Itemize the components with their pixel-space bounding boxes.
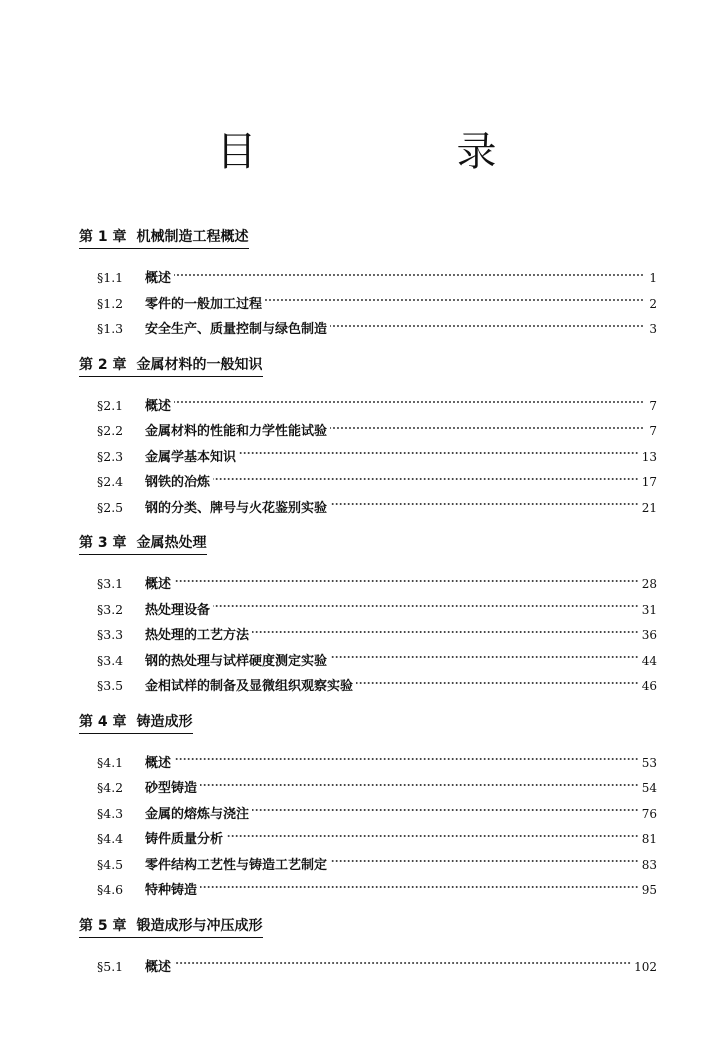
dot-leader <box>330 860 639 862</box>
section-number: §3.3 <box>97 627 124 642</box>
section-number: §5.1 <box>97 958 124 974</box>
section-number: §2.2 <box>97 423 124 438</box>
page-number: 76 <box>641 806 657 821</box>
chapter-heading[interactable] <box>79 227 249 249</box>
toc-entry[interactable] <box>79 316 657 342</box>
toc-entry[interactable] <box>79 648 657 674</box>
section-number: §3.2 <box>97 601 124 617</box>
page-number: 31 <box>641 602 657 617</box>
page-number: 83 <box>641 857 657 872</box>
section-title: 钢的分类、牌号与火花鉴别实验 <box>145 500 328 516</box>
section-title: 铸件质量分析 <box>145 832 224 847</box>
toc-entry[interactable] <box>79 826 657 852</box>
toc-entry[interactable] <box>79 469 657 495</box>
chapter-3 <box>79 532 657 699</box>
page-number: 95 <box>641 883 657 897</box>
section-number: §1.3 <box>97 321 124 336</box>
page-number: 1 <box>649 271 657 285</box>
section-list <box>79 265 657 342</box>
section-number: §4.3 <box>97 805 124 821</box>
page-number: 17 <box>641 475 657 489</box>
chapter-number: 第 1 章 <box>79 229 127 245</box>
section-title: 安全生产、质量控制与绿色制造 <box>145 322 328 337</box>
chapter-4 <box>79 711 657 903</box>
section-title: 概述 <box>145 959 172 975</box>
toc-entry[interactable] <box>79 444 657 470</box>
section-title: 零件的一般加工过程 <box>145 296 263 312</box>
dot-leader <box>174 401 644 403</box>
dot-leader <box>330 503 639 505</box>
section-title: 金相试样的制备及显微组织观察实验 <box>145 679 354 694</box>
toc-entry[interactable] <box>79 265 657 291</box>
dot-leader <box>174 962 631 964</box>
dot-leader <box>252 631 639 633</box>
table-of-contents <box>79 226 657 991</box>
page-number: 44 <box>641 653 657 668</box>
toc-entry[interactable] <box>79 393 657 419</box>
toc-entry[interactable] <box>79 877 657 903</box>
page-number: 21 <box>641 500 657 515</box>
section-number: §2.3 <box>97 448 124 464</box>
section-title: 金属材料的性能和力学性能试验 <box>145 424 328 439</box>
section-title: 概述 <box>145 755 172 771</box>
toc-entry[interactable] <box>79 750 657 776</box>
page-number: 54 <box>641 781 657 795</box>
page-number: 53 <box>641 755 657 770</box>
chapter-number: 第 3 章 <box>79 535 127 551</box>
page-number: 102 <box>634 959 657 974</box>
chapter-title: 铸造成形 <box>136 713 193 730</box>
section-number: §2.1 <box>97 397 124 413</box>
chapter-heading[interactable] <box>79 355 263 377</box>
chapter-heading[interactable] <box>79 712 193 734</box>
section-title: 金属的熔炼与浇注 <box>145 806 250 822</box>
chapter-number: 第 4 章 <box>79 713 127 730</box>
toc-entry[interactable] <box>79 418 657 444</box>
chapter-title: 锻造成形与冲压成形 <box>136 917 263 934</box>
section-list <box>79 954 657 980</box>
section-title: 概述 <box>145 398 172 414</box>
section-number: §4.4 <box>97 831 124 846</box>
section-title: 概述 <box>145 577 172 592</box>
toc-entry[interactable] <box>79 852 657 878</box>
page-number: 46 <box>641 679 657 693</box>
section-list <box>79 571 657 699</box>
section-number: §4.5 <box>97 856 124 872</box>
toc-entry[interactable] <box>79 291 657 317</box>
dot-leader <box>330 656 639 658</box>
chapter-2 <box>79 354 657 521</box>
dot-leader <box>174 580 639 582</box>
section-number: §2.5 <box>97 499 124 515</box>
section-number: §1.2 <box>97 295 124 311</box>
dot-leader <box>174 758 639 760</box>
dot-leader <box>200 784 639 786</box>
dot-leader <box>226 835 639 837</box>
section-number: §4.6 <box>97 882 124 897</box>
chapter-title: 金属材料的一般知识 <box>136 356 263 373</box>
chapter-1 <box>79 226 657 342</box>
page-number: 13 <box>641 449 657 464</box>
dot-leader <box>213 605 639 607</box>
dot-leader <box>200 886 639 888</box>
section-number: §3.5 <box>97 678 124 693</box>
chapter-5 <box>79 915 657 980</box>
page-number: 7 <box>649 424 657 438</box>
toc-entry[interactable] <box>79 597 657 623</box>
section-title: 钢的热处理与试样硬度测定实验 <box>145 653 328 669</box>
dot-leader <box>213 478 639 480</box>
chapter-heading[interactable] <box>79 916 263 938</box>
dot-leader <box>174 274 644 276</box>
dot-leader <box>356 682 639 684</box>
toc-entry[interactable] <box>79 571 657 597</box>
chapter-title: 金属热处理 <box>136 535 207 551</box>
section-number: §1.1 <box>97 270 124 285</box>
page-number: 2 <box>649 296 657 311</box>
section-title: 零件结构工艺性与铸造工艺制定 <box>145 857 328 873</box>
toc-entry[interactable] <box>79 954 657 980</box>
section-title: 热处理的工艺方法 <box>145 628 250 643</box>
section-number: §4.1 <box>97 754 124 770</box>
section-list <box>79 750 657 903</box>
toc-entry[interactable] <box>79 775 657 801</box>
dot-leader <box>265 299 644 301</box>
page-number: 7 <box>649 398 657 413</box>
page-number: 28 <box>641 577 657 591</box>
chapter-number: 第 5 章 <box>79 917 127 934</box>
chapter-number: 第 2 章 <box>79 356 127 373</box>
page-number: 3 <box>649 322 657 336</box>
dot-leader <box>239 452 639 454</box>
section-title: 特种铸造 <box>145 883 198 898</box>
section-title: 概述 <box>145 271 172 286</box>
section-title: 金属学基本知识 <box>145 449 237 465</box>
section-number: §2.4 <box>97 474 124 489</box>
page-title: 目 录 <box>216 129 577 175</box>
dot-leader <box>330 325 644 327</box>
page-number: 36 <box>641 628 657 642</box>
chapter-heading[interactable] <box>79 533 207 555</box>
section-number: §4.2 <box>97 780 124 795</box>
toc-entry[interactable] <box>79 801 657 827</box>
section-list <box>79 393 657 521</box>
toc-entry[interactable] <box>79 622 657 648</box>
toc-entry[interactable] <box>79 673 657 699</box>
toc-entry[interactable] <box>79 495 657 521</box>
dot-leader <box>330 427 644 429</box>
page-number: 81 <box>641 832 657 846</box>
section-title: 砂型铸造 <box>145 781 198 796</box>
chapter-title: 机械制造工程概述 <box>136 229 249 245</box>
section-title: 钢铁的冶炼 <box>145 475 211 490</box>
section-number: §3.1 <box>97 576 124 591</box>
section-title: 热处理设备 <box>145 602 211 618</box>
section-number: §3.4 <box>97 652 124 668</box>
dot-leader <box>252 809 639 811</box>
